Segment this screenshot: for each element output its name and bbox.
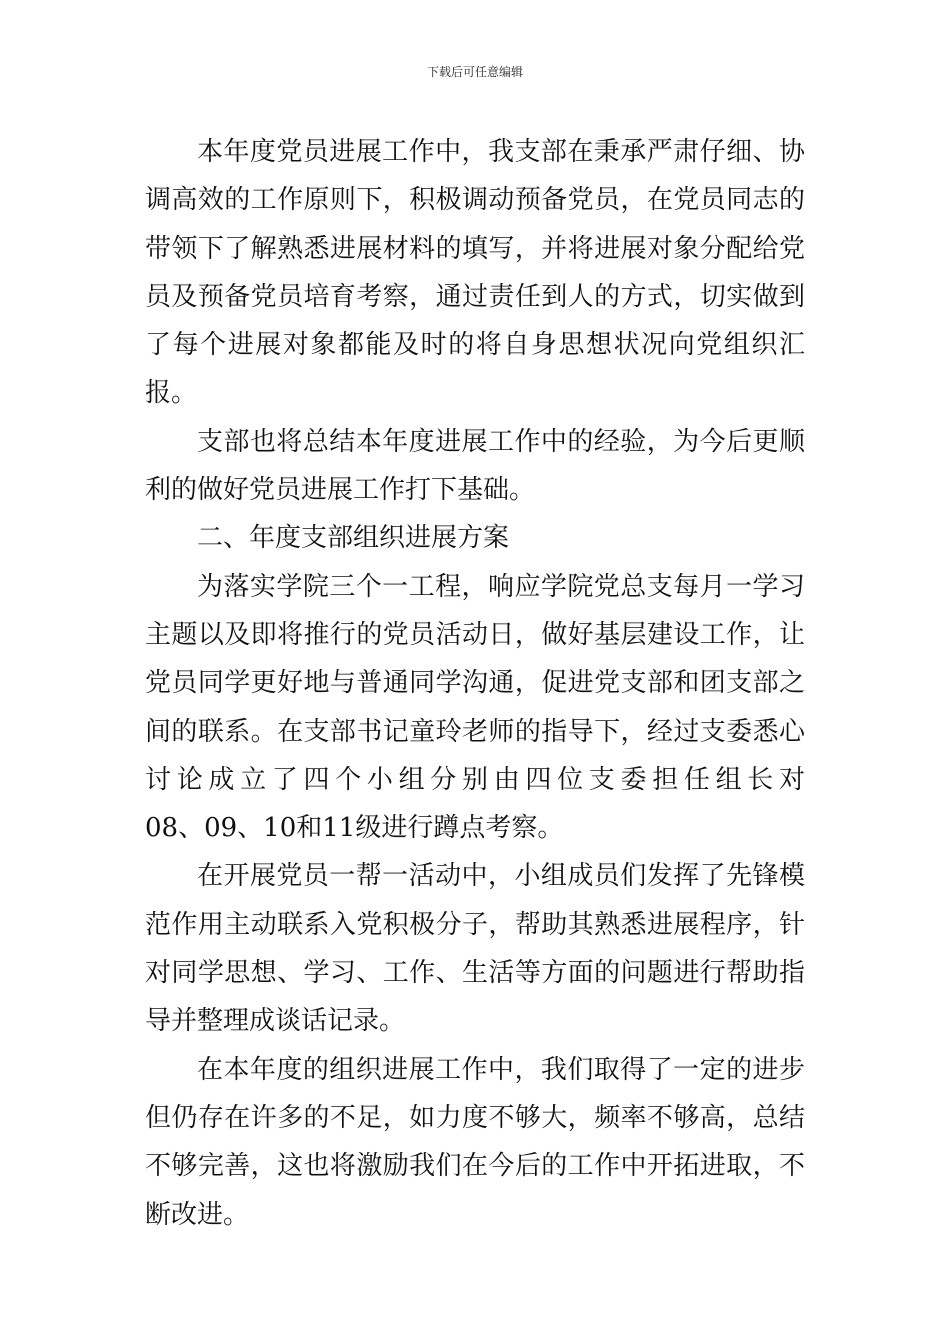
paragraph-implementation-continued: 08、09、10和11级进行蹲点考察。 — [145, 813, 564, 844]
paragraph-mentoring-activity: 在开展党员一帮一活动中，小组成员们发挥了先锋模范作用主动联系入党积极分子，帮助其熟悉进展程序，针对同学思想、学习、工作、生活等方面的问题进行帮助指导并整理成谈话记录。 — [145, 861, 805, 1037]
section-heading-plan: 二、年度支部组织进展方案 — [197, 523, 510, 554]
paragraph-implementation: 为落实学院三个一工程，响应学院党总支每月一学习主题以及即将推行的党员活动日，做好基层建设工作，让党员同学更好地与普通同学沟通，促进党支部和团支部之间的联系。在支部书记童玲老师的指导下，经过支委悉心讨论成立了四个小组分别由四位支委担任组长对 — [145, 571, 805, 795]
document-body — [145, 128, 805, 1239]
page-header: 下载后可任意编辑 — [426, 65, 523, 79]
paragraph-recruitment-work: 本年度党员进展工作中，我支部在秉承严肃仔细、协调高效的工作原则下，积极调动预备党员，在党员同志的带领下了解熟悉进展材料的填写，并将进展对象分配给党员及预备党员培育考察，通过责任到人的方式，切实做到了每个进展对象都能及时的将自身思想状况向党组织汇报。 — [145, 137, 805, 409]
paragraph-shortcomings: 在本年度的组织进展工作中，我们取得了一定的进步但仍存在许多的不足，如力度不够大，频率不够高，总结不够完善，这也将激励我们在今后的工作中开拓进取，不断改进。 — [145, 1054, 805, 1230]
paragraph-summary-experience: 支部也将总结本年度进展工作中的经验，为今后更顺利的做好党员进展工作打下基础。 — [145, 426, 805, 506]
